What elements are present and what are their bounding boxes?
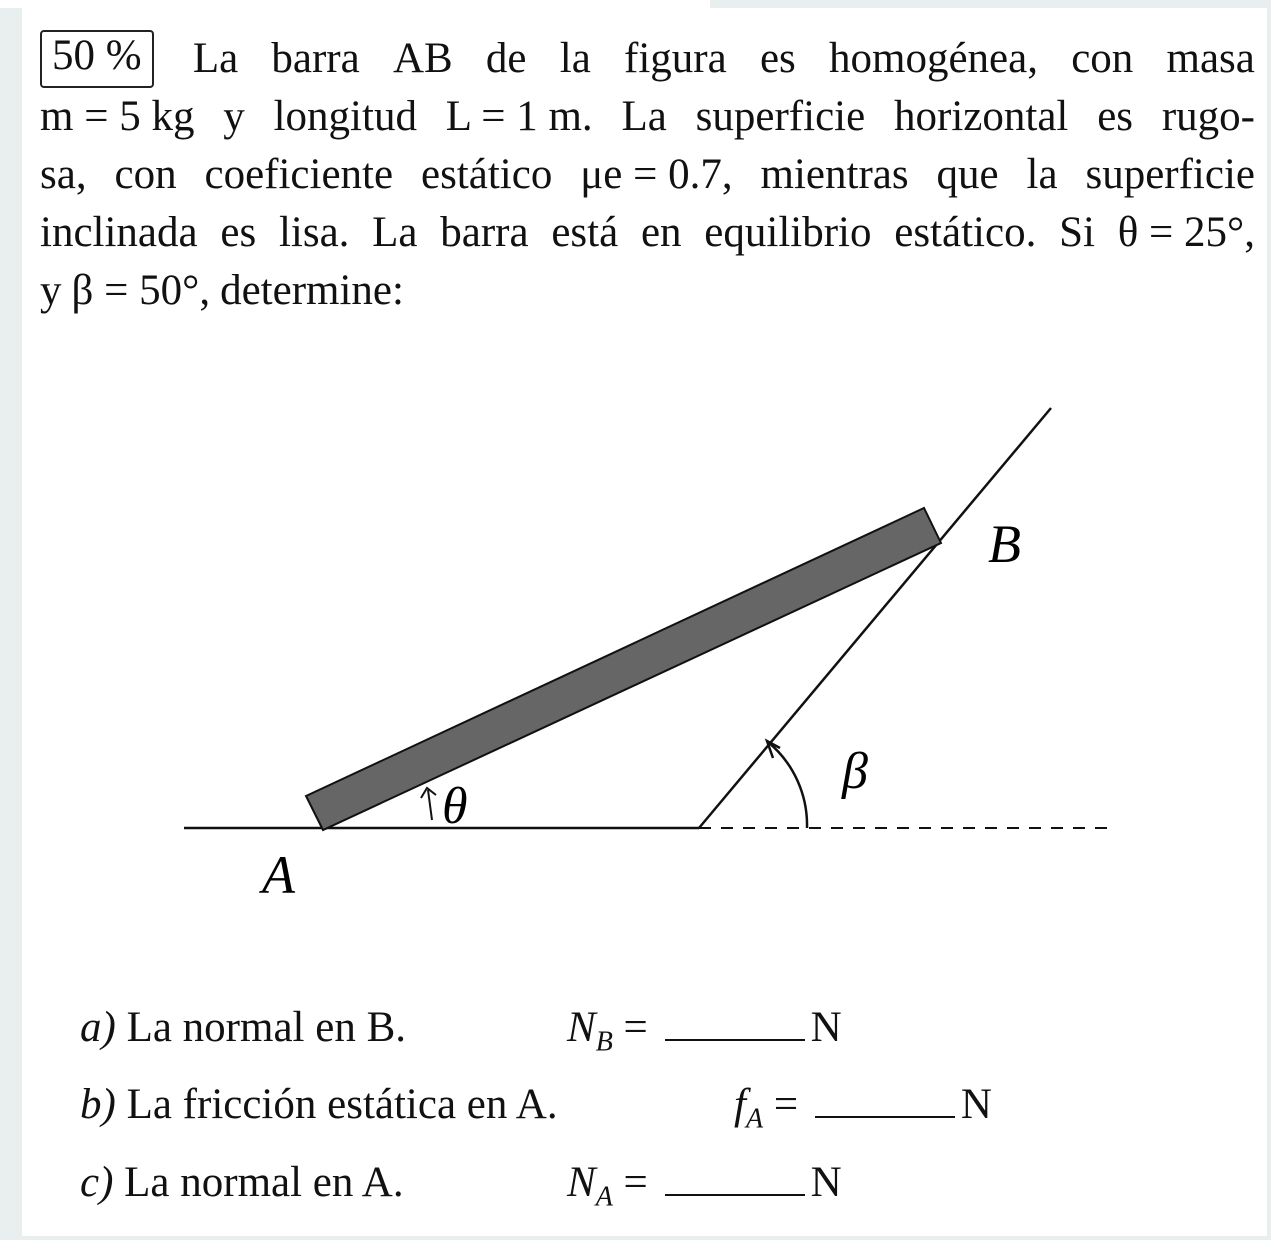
answer-symbol: N: [567, 1159, 596, 1206]
word: superficie: [695, 93, 866, 140]
theta-label: θ: [442, 778, 468, 835]
word: inclinada: [40, 209, 198, 256]
questions-list: [22, 8, 1267, 1236]
answer-c: [567, 1158, 842, 1214]
word: en: [640, 209, 682, 256]
word: sa,: [40, 151, 87, 198]
question-a: [80, 1003, 406, 1052]
question-marker: b): [80, 1081, 116, 1128]
word: La: [372, 209, 418, 256]
word: AB: [392, 35, 453, 82]
word: de: [485, 35, 527, 82]
word: superficie: [1085, 151, 1255, 198]
question-text: La fricción estática en A.: [126, 1081, 558, 1128]
word: longitud: [273, 93, 417, 140]
theta-value: θ = 25°,: [1117, 209, 1255, 256]
word: rugo-: [1161, 93, 1255, 140]
label-a: A: [262, 845, 295, 905]
answer-b: [734, 1080, 992, 1136]
beta-value: β = 50°,: [71, 267, 211, 314]
word: está: [551, 209, 619, 256]
top-strip: [0, 0, 710, 8]
equals-sign: =: [623, 1004, 648, 1051]
word: barra: [440, 209, 529, 256]
answer-blank-na[interactable]: [665, 1164, 805, 1196]
question-c: [80, 1158, 404, 1207]
mass-value: m = 5 kg: [40, 93, 195, 140]
word: equilibrio: [704, 209, 872, 256]
friction-coefficient-value: μe = 0.7,: [580, 151, 733, 198]
word: la: [1026, 151, 1058, 198]
word: que: [936, 151, 999, 198]
word: horizontal: [894, 93, 1069, 140]
word: y: [223, 93, 245, 140]
word: Si: [1059, 209, 1095, 256]
length-value: L = 1 m.: [445, 93, 593, 140]
label-b: B: [988, 514, 1021, 574]
word: mientras: [760, 151, 909, 198]
word: La: [192, 35, 239, 82]
equals-sign: =: [773, 1081, 799, 1128]
answer-blank-nb[interactable]: [665, 1009, 805, 1041]
word: estático.: [894, 209, 1037, 256]
word: determine:: [220, 267, 404, 314]
unit-label: N: [960, 1081, 992, 1128]
answer-symbol: f: [734, 1081, 746, 1128]
answer-subscript: A: [595, 1181, 613, 1213]
document-page: [22, 8, 1267, 1236]
word: la: [559, 35, 591, 82]
percentage-badge: 50 %: [40, 30, 154, 88]
word: con: [114, 151, 177, 198]
answer-symbol: N: [567, 1004, 596, 1051]
word: coeficiente: [204, 151, 394, 198]
word: La: [621, 93, 667, 140]
question-marker: a): [80, 1004, 116, 1051]
word: y: [40, 267, 62, 314]
question-b: [80, 1080, 558, 1129]
word: masa: [1166, 35, 1255, 82]
word: con: [1071, 35, 1134, 82]
word: barra: [271, 35, 360, 82]
word: estático: [420, 151, 553, 198]
equals-sign: =: [623, 1159, 648, 1206]
question-text: La normal en A.: [124, 1159, 404, 1206]
word: figura: [624, 35, 727, 82]
answer-a: [567, 1003, 842, 1059]
question-marker: c): [80, 1159, 114, 1206]
unit-label: N: [810, 1159, 842, 1206]
question-text: La normal en B.: [126, 1004, 406, 1051]
word: homogénea,: [829, 35, 1038, 82]
answer-blank-fa[interactable]: [815, 1086, 955, 1118]
word: es: [220, 209, 257, 256]
word: es: [1097, 93, 1134, 140]
answer-subscript: B: [595, 1026, 613, 1058]
word: es: [759, 35, 796, 82]
unit-label: N: [810, 1004, 842, 1051]
beta-label: β: [842, 743, 868, 800]
word: lisa.: [278, 209, 350, 256]
answer-subscript: A: [745, 1103, 764, 1135]
